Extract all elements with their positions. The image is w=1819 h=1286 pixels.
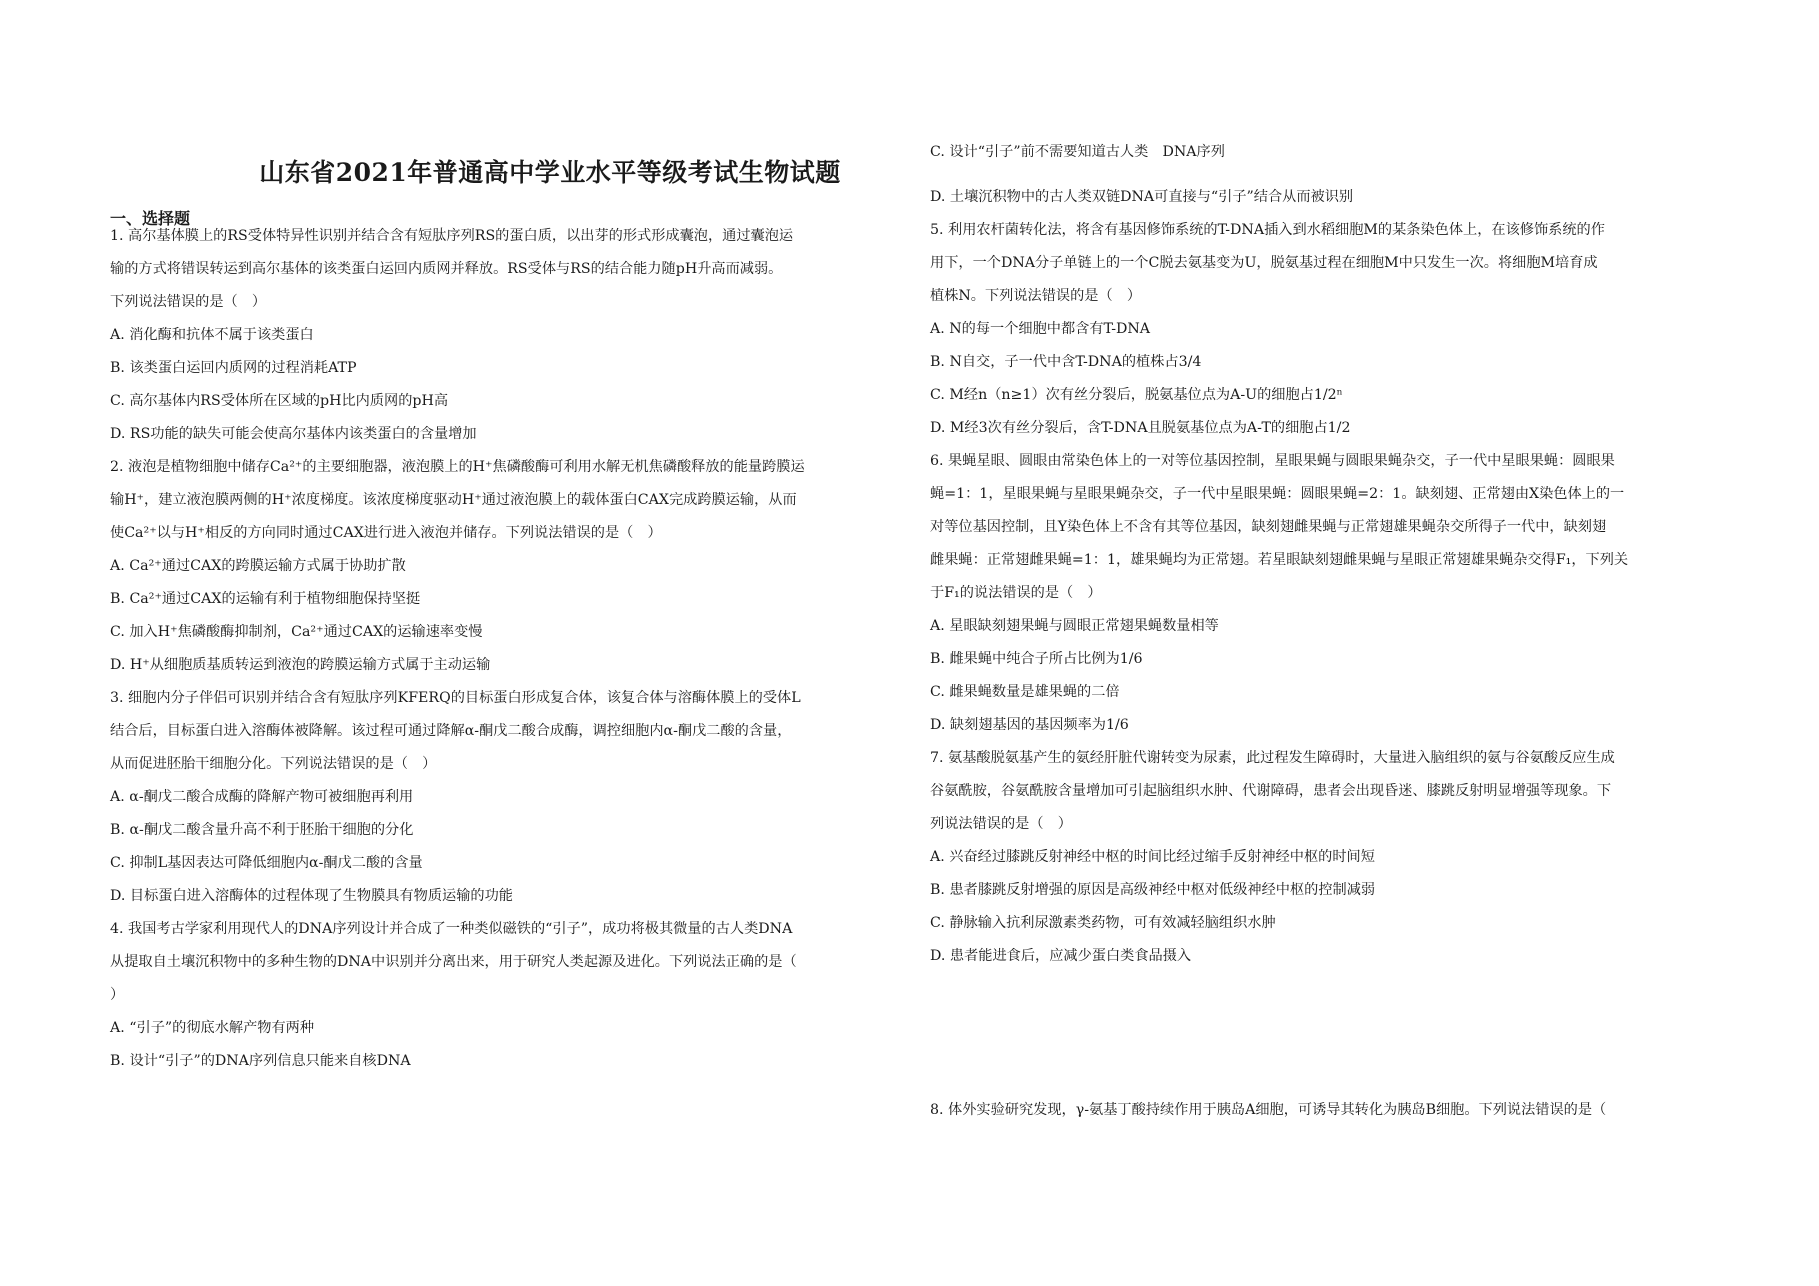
text-line: 6. 果蝇星眼、圆眼由常染色体上的一对等位基因控制，星眼果蝇与圆眼果蝇杂交，子一代中星眼果蝇：圆眼果: [930, 453, 1615, 469]
text-line: 3. 细胞内分子伴侣可识别并结合含有短肽序列KFERQ的目标蛋白形成复合体，该复合体与溶酶体膜上的受体L: [110, 690, 801, 706]
text-line: C. 静脉输入抗利尿激素类药物，可有效减轻脑组织水肿: [930, 915, 1276, 931]
text-line: 下列说法错误的是（ ）: [110, 294, 267, 310]
text-line: 列说法错误的是（ ）: [930, 816, 1072, 832]
text-line: 谷氨酰胺，谷氨酰胺含量增加可引起脑组织水肿、代谢障碍，患者会出现昏迷、膝跳反射明显增强等现象。下: [930, 783, 1612, 799]
text-line: 结合后，目标蛋白进入溶酶体被降解。该过程可通过降解α-酮戊二酸合成酶，调控细胞内α-酮戊二酸的含量，: [110, 723, 792, 739]
text-line: B. N自交，子一代中含T-DNA的植株占3/4: [930, 354, 1202, 370]
text-line: 从提取自土壤沉积物中的多种生物的DNA中识别并分离出来，用于研究人类起源及进化。下列说法正确的是（: [110, 954, 797, 970]
text-line: B. 设计“引子”的DNA序列信息只能来自核DNA: [110, 1053, 411, 1069]
text-line: 5. 利用农杆菌转化法，将含有基因修饰系统的T-DNA插入到水稻细胞M的某条染色体上，在该修饰系统的作: [930, 222, 1605, 238]
text-line: D. 目标蛋白进入溶酶体的过程体现了生物膜具有物质运输的功能: [110, 888, 513, 904]
text-line: D. 土壤沉积物中的古人类双链DNA可直接与“引子”结合从而被识别: [930, 189, 1354, 205]
text-line: 输H⁺，建立液泡膜两侧的H⁺浓度梯度。该浓度梯度驱动H⁺通过液泡膜上的载体蛋白CAX完成跨膜运输，从而: [110, 492, 797, 508]
text-line: B. α-酮戊二酸含量升高不利于胚胎干细胞的分化: [110, 822, 414, 838]
text-line: D. 患者能进食后，应减少蛋白类食品摄入: [930, 948, 1192, 964]
text-line: 8. 体外实验研究发现，γ-氨基丁酸持续作用于胰岛A细胞，可诱导其转化为胰岛B细胞。下列说法错误的是（: [930, 1102, 1607, 1118]
text-line: C. 雌果蝇数量是雄果蝇的二倍: [930, 684, 1120, 700]
text-line: D. M经3次有丝分裂后，含T-DNA且脱氨基位点为A-T的细胞占1/2: [930, 420, 1351, 436]
text-line: 1. 高尔基体膜上的RS受体特异性识别并结合含有短肽序列RS的蛋白质，以出芽的形式形成囊泡，通过囊泡运: [110, 228, 794, 244]
text-line: B. 患者膝跳反射增强的原因是高级神经中枢对低级神经中枢的控制减弱: [930, 882, 1376, 898]
text-line: C. 加入H⁺焦磷酸酶抑制剂，Ca²⁺通过CAX的运输速率变慢: [110, 624, 483, 640]
text-line: C. M经n（n≥1）次有丝分裂后，脱氨基位点为A-U的细胞占1/2ⁿ: [930, 387, 1343, 403]
text-line: B. Ca²⁺通过CAX的运输有利于植物细胞保持坚挺: [110, 591, 421, 607]
text-line: 输的方式将错误转运到高尔基体的该类蛋白运回内质网并释放。RS受体与RS的结合能力随pH升高而减弱。: [110, 261, 783, 277]
text-line: B. 该类蛋白运回内质网的过程消耗ATP: [110, 360, 357, 376]
text-line: D. 缺刻翅基因的基因频率为1/6: [930, 717, 1129, 733]
text-line: A. N的每一个细胞中都含有T-DNA: [930, 321, 1151, 337]
text-line: 使Ca²⁺以与H⁺相反的方向同时通过CAX进行进入液泡并储存。下列说法错误的是（ ）: [110, 525, 662, 541]
text-line: B. 雌果蝇中纯合子所占比例为1/6: [930, 651, 1143, 667]
text-line: C. 抑制L基因表达可降低细胞内α-酮戊二酸的含量: [110, 855, 423, 871]
text-line: A. α-酮戊二酸合成酶的降解产物可被细胞再利用: [110, 789, 414, 805]
text-line: 于F₁的说法错误的是（ ）: [930, 585, 1102, 601]
text-line: 雌果蝇：正常翅雌果蝇=1：1，雄果蝇均为正常翅。若星眼缺刻翅雌果蝇与星眼正常翅雄果蝇杂交得F₁，下列关: [930, 552, 1629, 568]
text-line: A. 兴奋经过膝跳反射神经中枢的时间比经过缩手反射神经中枢的时间短: [930, 849, 1375, 865]
text-line: A. 星眼缺刻翅果蝇与圆眼正常翅果蝇数量相等: [930, 618, 1219, 634]
text-line: 从而促进胚胎干细胞分化。下列说法错误的是（ ）: [110, 756, 437, 772]
text-line: D. RS功能的缺失可能会使高尔基体内该类蛋白的含量增加: [110, 426, 477, 442]
text-line: 蝇=1：1，星眼果蝇与星眼果蝇杂交，子一代中星眼果蝇：圆眼果蝇=2：1。缺刻翅、正常翅由X染色体上的一: [930, 486, 1625, 502]
text-line: 4. 我国考古学家利用现代人的DNA序列设计并合成了一种类似磁铁的“引子”，成功将极其微量的古人类DNA: [110, 921, 793, 937]
text-line: 植株N。下列说法错误的是（ ）: [930, 288, 1142, 304]
text-line: ）: [110, 987, 125, 1003]
page-title: 山东省2021年普通高中学业水平等级考试生物试题: [259, 158, 841, 187]
text-line: C. 高尔基体内RS受体所在区域的pH比内质网的pH高: [110, 393, 449, 409]
text-line: 7. 氨基酸脱氨基产生的氨经肝脏代谢转变为尿素，此过程发生障碍时，大量进入脑组织的氨与谷氨酸反应生成: [930, 750, 1615, 766]
text-line: A. “引子”的彻底水解产物有两种: [110, 1020, 315, 1036]
text-line: 用下，一个DNA分子单链上的一个C脱去氨基变为U，脱氨基过程在细胞M中只发生一次。将细胞M培育成: [930, 255, 1598, 271]
text-line: 2. 液泡是植物细胞中储存Ca²⁺的主要细胞器，液泡膜上的H⁺焦磷酸酶可利用水解无机焦磷酸释放的能量跨膜运: [110, 459, 805, 475]
text-line: A. 消化酶和抗体不属于该类蛋白: [110, 327, 314, 343]
text-line: A. Ca²⁺通过CAX的跨膜运输方式属于协助扩散: [110, 558, 406, 574]
text-line: D. H⁺从细胞质基质转运到液泡的跨膜运输方式属于主动运输: [110, 657, 491, 673]
section-heading: 一、选择题: [110, 209, 191, 228]
text-line: C. 设计“引子”前不需要知道古人类 DNA序列: [930, 144, 1225, 160]
text-line: 对等位基因控制，且Y染色体上不含有其等位基因，缺刻翅雌果蝇与正常翅雄果蝇杂交所得子一代中，缺刻翅: [930, 519, 1607, 535]
